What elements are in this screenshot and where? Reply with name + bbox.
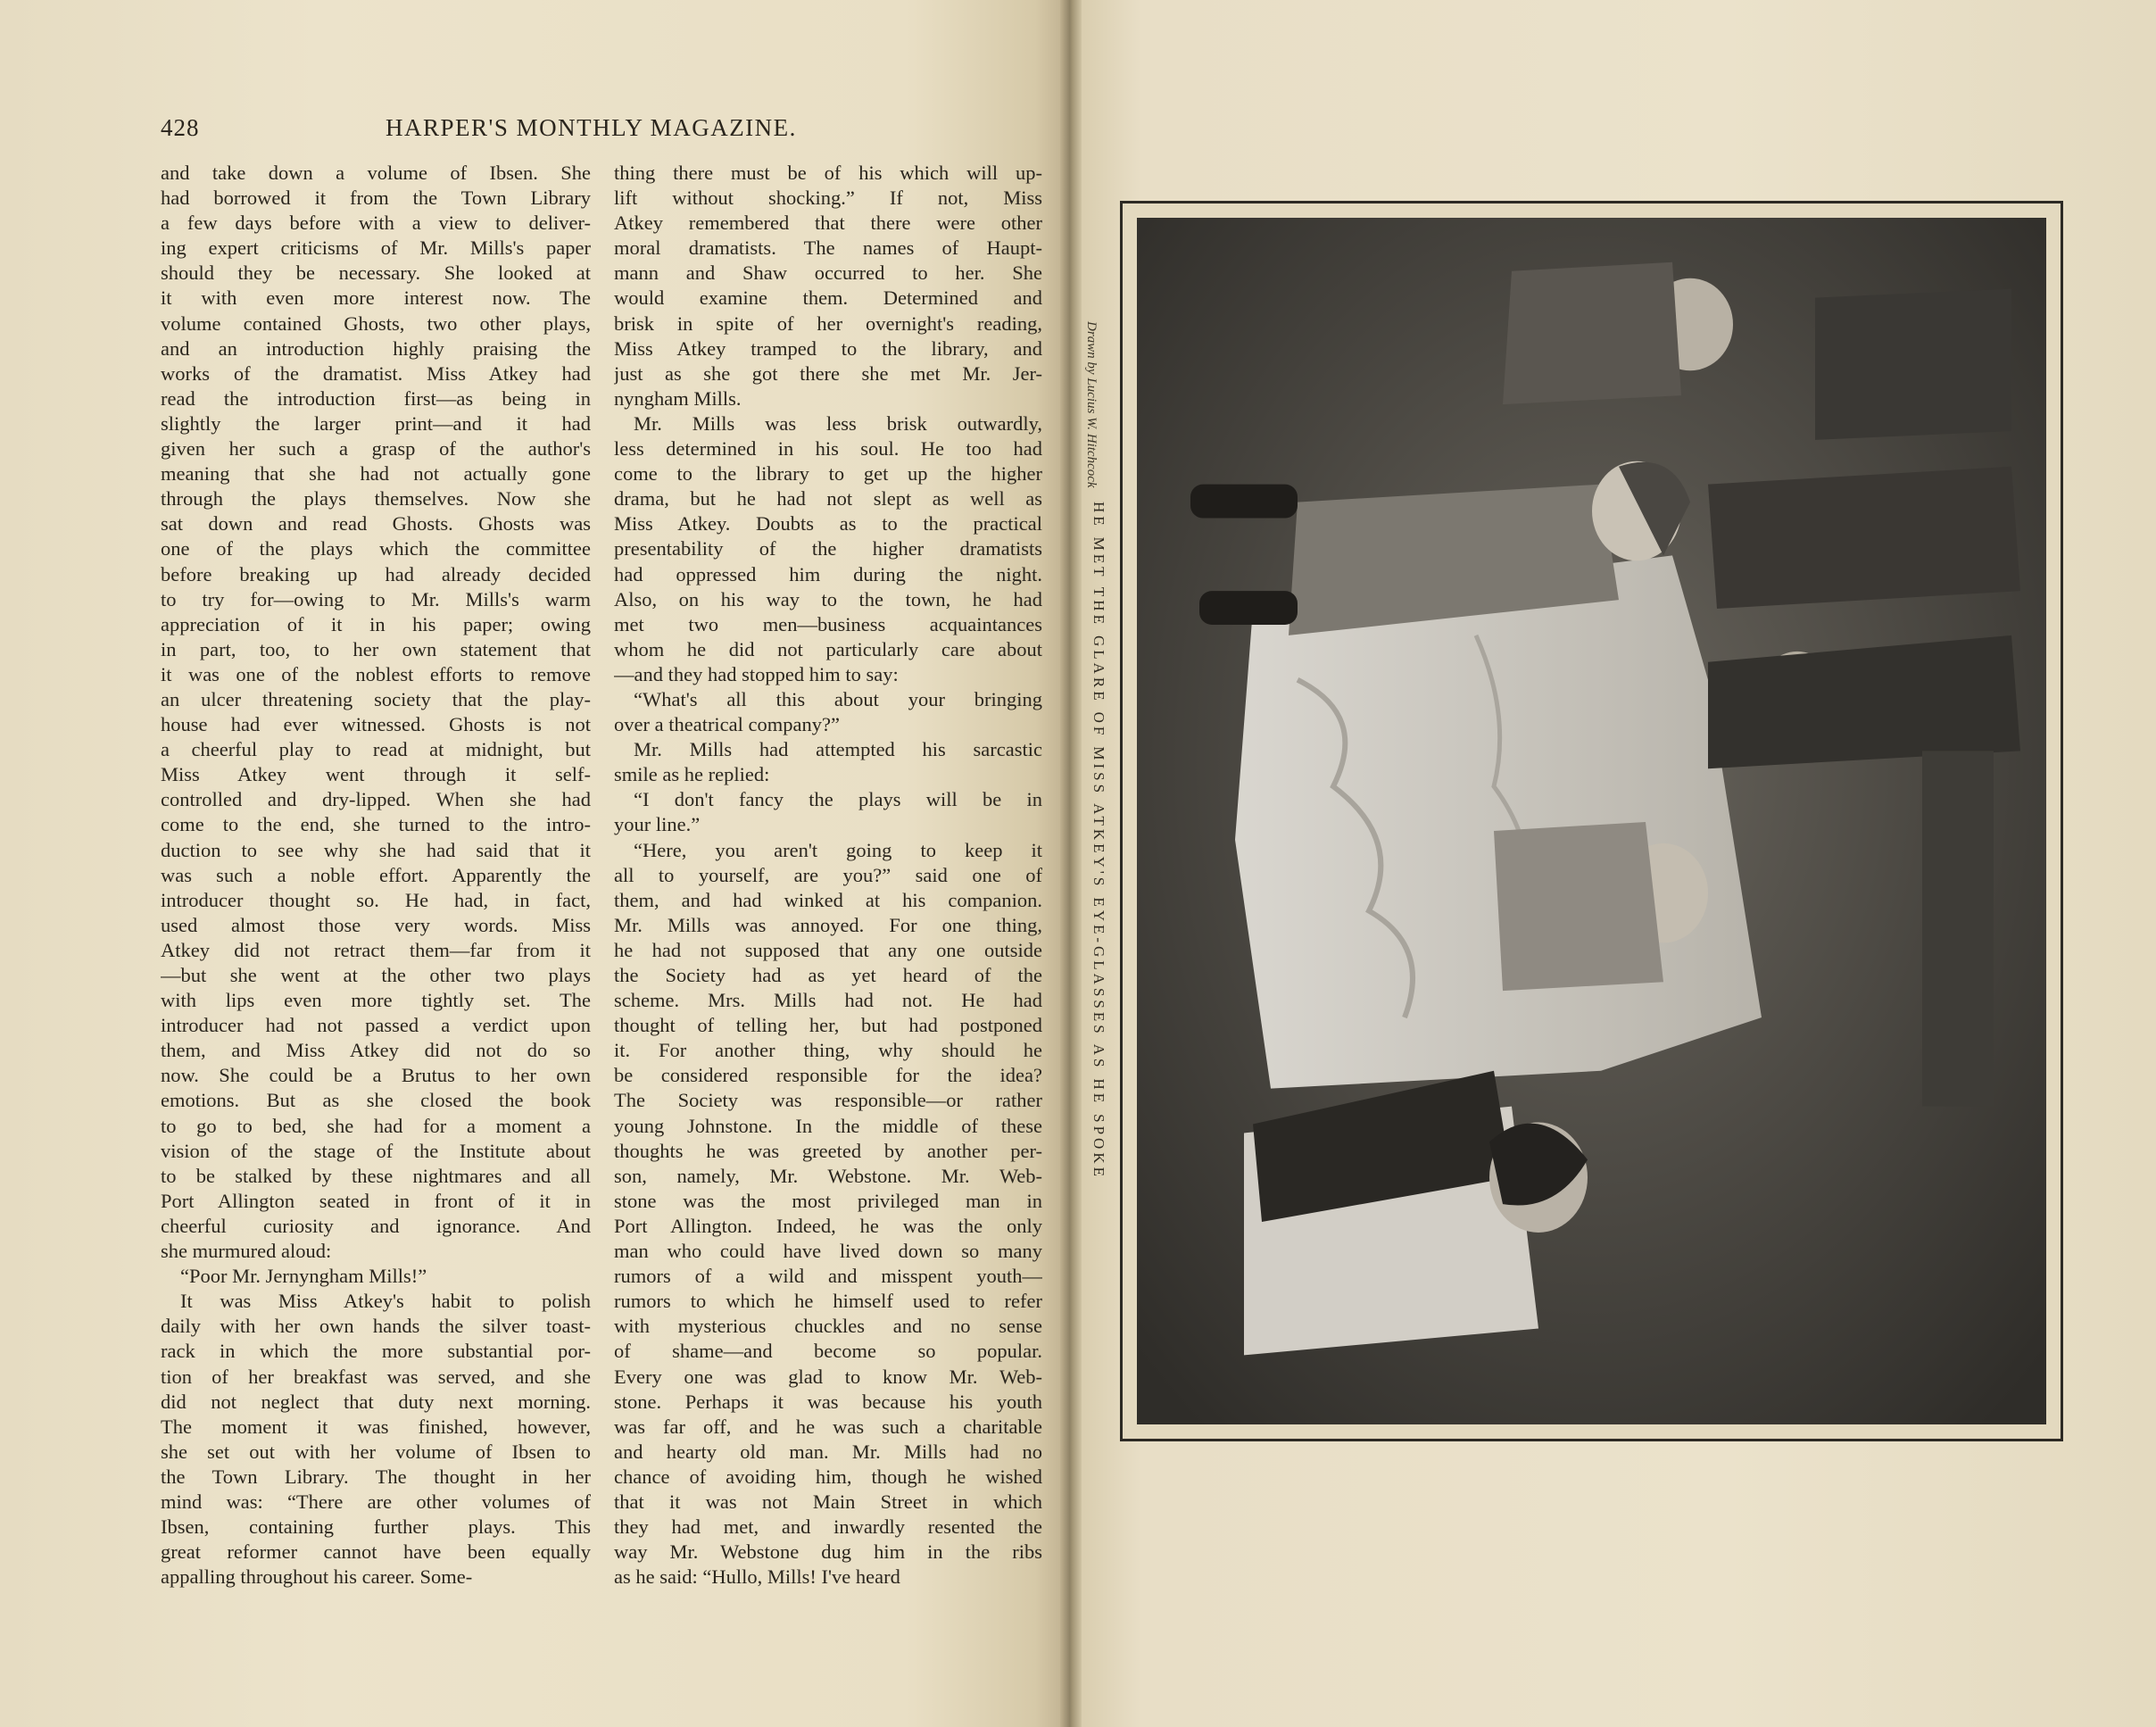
text-line: should they be necessary. She looked at	[161, 262, 591, 285]
book-gutter	[1060, 0, 1082, 1727]
text-line: great reformer cannot have been equally	[161, 1540, 591, 1564]
text-line: young Johnstone. In the middle of these	[614, 1114, 1042, 1137]
text-line: they had met, and inwardly resented the	[614, 1515, 1042, 1539]
text-line: all to yourself, are you?” said one of	[614, 863, 1042, 886]
text-line: was far off, and he was such a charitable	[614, 1415, 1042, 1438]
text-line: them, and had winked at his companion.	[614, 888, 1042, 911]
text-line: Miss Atkey. Doubts as to the practical	[614, 512, 1042, 536]
text-line: read the introduction first—as being in	[161, 386, 591, 410]
text-line: before breaking up had already decided	[161, 562, 591, 585]
text-line: scheme. Mrs. Mills had not. He had	[614, 989, 1042, 1012]
text-line: would examine them. Determined and	[614, 286, 1042, 310]
text-line: Atkey remembered that there were other	[614, 212, 1042, 235]
text-line: daily with her own hands the silver toast-	[161, 1315, 591, 1338]
text-line: works of the dramatist. Miss Atkey had	[161, 361, 591, 385]
illustration-credit: Drawn by Lucius W. Hitchcock	[1084, 321, 1099, 488]
illustration-image	[1137, 218, 2046, 1424]
text-line: “Here, you aren't going to keep it	[634, 838, 1042, 861]
text-line: of shame—and become so popular.	[614, 1340, 1042, 1363]
text-line: It was Miss Atkey's habit to polish	[180, 1290, 591, 1313]
text-line: The moment it was finished, however,	[161, 1415, 591, 1438]
text-line: lift without shocking.” If not, Miss	[614, 187, 1042, 210]
text-line: son, namely, Mr. Webstone. Mr. Web-	[614, 1164, 1042, 1187]
text-line: Mr. Mills was less brisk outwardly,	[634, 411, 1042, 435]
text-line: and take down a volume of Ibsen. She	[161, 162, 591, 184]
illustration-drawing	[1137, 218, 2046, 1424]
text-line: slightly the larger print—and it had	[161, 411, 591, 435]
text-line: had borrowed it from the Town Library	[161, 187, 591, 210]
text-line: to be stalked by these nightmares and all	[161, 1164, 591, 1187]
text-line: used almost those very words. Miss	[161, 913, 591, 936]
text-line: to go to bed, she had for a moment a	[161, 1114, 591, 1137]
text-line: one of the plays which the committee	[161, 537, 591, 560]
text-line: —and they had stopped him to say:	[614, 662, 899, 685]
text-line: it. For another thing, why should he	[614, 1039, 1042, 1062]
text-line: The Society was responsible—or rather	[614, 1089, 1042, 1112]
text-line: stone was the most privileged man in	[614, 1189, 1042, 1212]
text-line: Atkey did not retract them—far from it	[161, 938, 591, 961]
text-line: ing expert criticisms of Mr. Mills's paper	[161, 237, 591, 260]
text-line: given her such a grasp of the author's	[161, 437, 591, 461]
text-line: your line.”	[614, 813, 701, 836]
text-line: rack in which the more substantial por-	[161, 1340, 591, 1363]
text-line: met two men—business acquaintances	[614, 612, 1042, 635]
text-line: appreciation of it in his paper; owing	[161, 612, 591, 635]
text-line: Miss Atkey tramped to the library, and	[614, 336, 1042, 360]
illustration-frame	[1120, 201, 2063, 1441]
text-line: with mysterious chuckles and no sense	[614, 1315, 1042, 1338]
text-line: drama, but he had not slept as well as	[614, 487, 1042, 511]
text-line: them, and Miss Atkey did not do so	[161, 1039, 591, 1062]
text-line: she murmured aloud:	[161, 1240, 332, 1263]
text-line: that it was not Main Street in which	[614, 1490, 1042, 1513]
text-line: way Mr. Webstone dug him in the ribs	[614, 1540, 1042, 1564]
text-line: the Town Library. The thought in her	[161, 1465, 591, 1488]
text-line: to try for—owing to Mr. Mills's warm	[161, 587, 591, 610]
text-line: a few days before with a view to deliver-	[161, 212, 591, 235]
text-line: “I don't fancy the plays will be in	[634, 788, 1042, 811]
illustration-caption: HE MET THE GLARE OF MISS ATKEY'S EYE-GLASSES AS HE SPOKE	[1090, 502, 1107, 1180]
text-line: come to the library to get up the higher	[614, 462, 1042, 486]
text-line: over a theatrical company?”	[614, 713, 840, 736]
text-line: through the plays themselves. Now she	[161, 487, 591, 511]
text-line: emotions. But as she closed the book	[161, 1089, 591, 1112]
text-line: smile as he replied:	[614, 763, 770, 786]
text-line: thing there must be of his which will up-	[614, 162, 1042, 184]
text-line: controlled and dry-lipped. When she had	[161, 788, 591, 811]
text-line: meaning that she had not actually gone	[161, 462, 591, 486]
text-line: volume contained Ghosts, two other plays,	[161, 311, 591, 335]
text-line: with lips even more tightly set. The	[161, 989, 591, 1012]
text-line: rumors to which he himself used to refer	[614, 1290, 1042, 1313]
text-line: whom he did not particularly care about	[614, 637, 1042, 660]
text-line: stone. Perhaps it was because his youth	[614, 1390, 1042, 1413]
text-line: nyngham Mills.	[614, 386, 742, 410]
text-line: introducer had not passed a verdict upon	[161, 1014, 591, 1037]
text-line: it with even more interest now. The	[161, 286, 591, 310]
text-line: Also, on his way to the town, he had	[614, 587, 1042, 610]
magazine-title: HARPER'S MONTHLY MAGAZINE.	[386, 114, 797, 141]
text-line: Mr. Mills was annoyed. For one thing,	[614, 913, 1042, 936]
text-line: Ibsen, containing further plays. This	[161, 1515, 591, 1539]
text-line: come to the end, she turned to the intro-	[161, 813, 591, 836]
text-line: just as she got there she met Mr. Jer-	[614, 361, 1042, 385]
right-text-column	[614, 161, 1042, 1590]
text-line: vision of the stage of the Institute about	[161, 1139, 591, 1162]
text-line: man who could have lived down so many	[614, 1240, 1042, 1263]
text-line: the Society had as yet heard of the	[614, 964, 1042, 986]
text-line: moral dramatists. The names of Haupt-	[614, 237, 1042, 260]
text-line: thought of telling her, but had postponed	[614, 1014, 1042, 1037]
text-line: now. She could be a Brutus to her own	[161, 1064, 591, 1087]
text-line: house had ever witnessed. Ghosts is not	[161, 713, 591, 736]
text-line: rumors of a wild and misspent youth—	[614, 1265, 1042, 1288]
text-line: Every one was glad to know Mr. Web-	[614, 1365, 1042, 1388]
text-line: chance of avoiding him, though he wished	[614, 1465, 1042, 1488]
text-line: introducer thought so. He had, in fact,	[161, 888, 591, 911]
text-line: an ulcer threatening society that the play-	[161, 687, 591, 710]
running-head	[161, 114, 1053, 150]
text-line: Port Allington. Indeed, he was the only	[614, 1214, 1042, 1237]
left-text-column	[161, 161, 591, 1590]
text-line: a cheerful play to read at midnight, but	[161, 738, 591, 761]
text-line: mann and Shaw occurred to her. She	[614, 262, 1042, 285]
text-line: as he said: “Hullo, Mills! I've heard	[614, 1565, 900, 1589]
text-line: Mr. Mills had attempted his sarcastic	[634, 738, 1042, 761]
text-line: duction to see why she had said that it	[161, 838, 591, 861]
text-line: brisk in spite of her overnight's reading,	[614, 311, 1042, 335]
text-line: had oppressed him during the night.	[614, 562, 1042, 585]
text-line: —but she went at the other two plays	[161, 964, 591, 986]
text-line: tion of her breakfast was served, and she	[161, 1365, 591, 1388]
text-line: in part, too, to her own statement that	[161, 637, 591, 660]
text-line: appalling throughout his career. Some-	[161, 1565, 473, 1589]
text-line: did not neglect that duty next morning.	[161, 1390, 591, 1413]
text-line: “Poor Mr. Jernyngham Mills!”	[180, 1265, 427, 1288]
text-line: be considered responsible for the idea?	[614, 1064, 1042, 1087]
text-line: thoughts he was greeted by another per-	[614, 1139, 1042, 1162]
text-line: cheerful curiosity and ignorance. And	[161, 1214, 591, 1237]
text-line: he had not supposed that any one outside	[614, 938, 1042, 961]
text-line: it was one of the noblest efforts to remove	[161, 662, 591, 685]
text-line: she set out with her volume of Ibsen to	[161, 1440, 591, 1463]
text-line: Miss Atkey went through it self-	[161, 763, 591, 786]
text-line: presentability of the higher dramatists	[614, 537, 1042, 560]
text-line: “What's all this about your bringing	[634, 687, 1042, 710]
text-line: Port Allington seated in front of it in	[161, 1189, 591, 1212]
page-number: 428	[161, 114, 200, 141]
text-line: and hearty old man. Mr. Mills had no	[614, 1440, 1042, 1463]
text-line: mind was: “There are other volumes of	[161, 1490, 591, 1513]
text-line: sat down and read Ghosts. Ghosts was	[161, 512, 591, 536]
text-line: and an introduction highly praising the	[161, 336, 591, 360]
text-line: was such a noble effort. Apparently the	[161, 863, 591, 886]
text-line: less determined in his soul. He too had	[614, 437, 1042, 461]
